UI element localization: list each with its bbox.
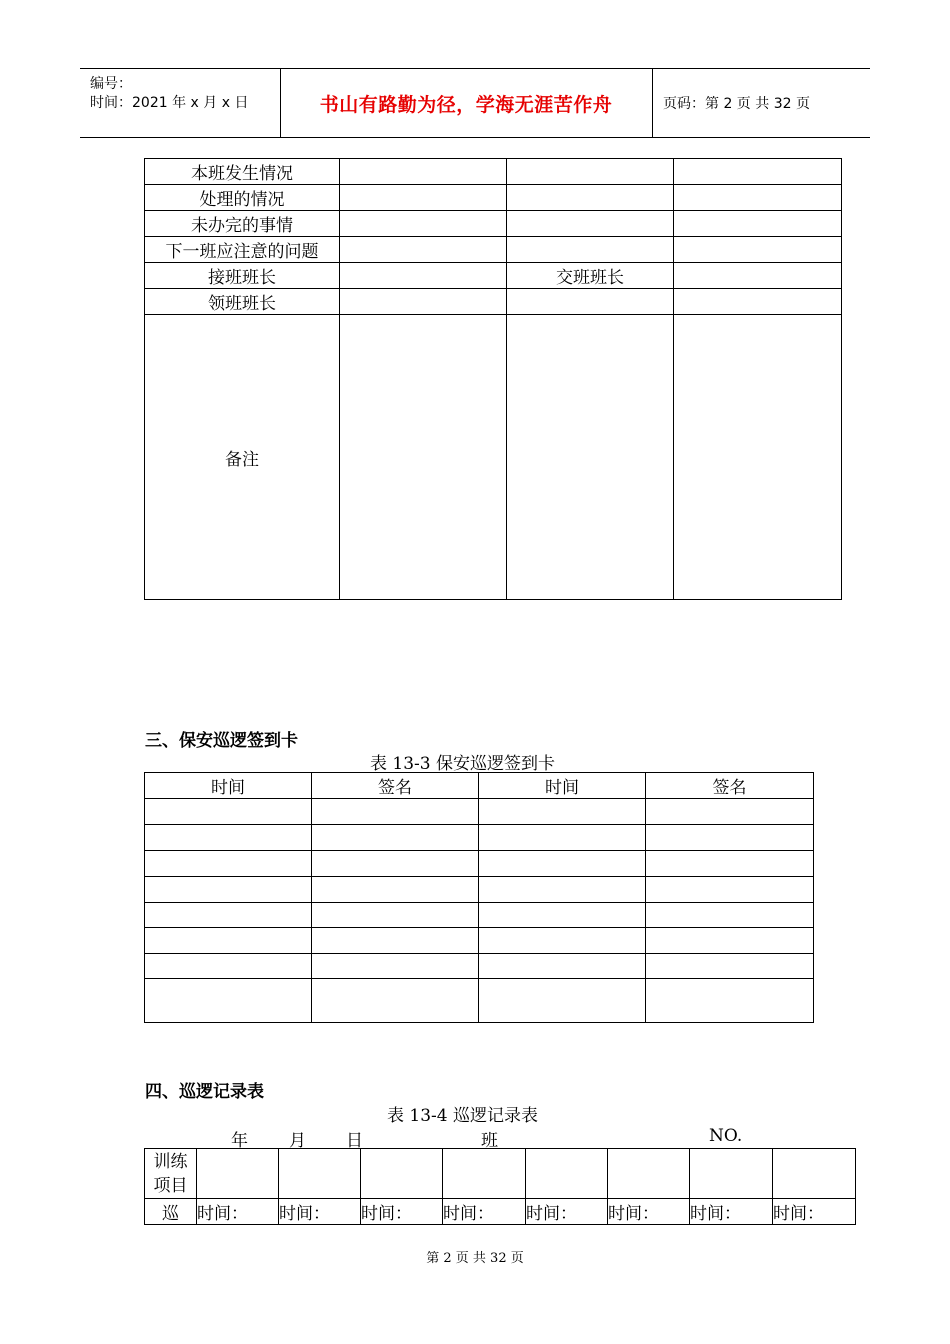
table-row bbox=[145, 1199, 856, 1225]
table-cell bbox=[145, 903, 312, 928]
table-cell bbox=[279, 1149, 361, 1199]
column-header: 时间 bbox=[479, 773, 646, 799]
date-month-label: 月 bbox=[289, 1131, 306, 1151]
table-cell bbox=[507, 185, 674, 211]
table-cell bbox=[479, 928, 646, 954]
table-cell bbox=[479, 799, 646, 825]
shift-label: 班 bbox=[481, 1131, 498, 1151]
table-cell bbox=[646, 877, 814, 903]
table-cell bbox=[674, 185, 842, 211]
document-time-label: 时间：2021 年 x 月 x 日 bbox=[90, 95, 249, 111]
table-cell bbox=[674, 315, 842, 600]
header-page-cell bbox=[653, 69, 870, 137]
header-meta bbox=[80, 69, 281, 137]
table-cell bbox=[646, 799, 814, 825]
table-cell bbox=[646, 954, 814, 979]
time-cell: 时间： bbox=[608, 1199, 690, 1225]
patrol-signin-table bbox=[144, 772, 814, 1023]
table-cell bbox=[312, 903, 479, 928]
time-cell: 时间： bbox=[443, 1199, 526, 1225]
page-footer: 第 2 页 共 32 页 bbox=[426, 1251, 524, 1266]
time-cell: 时间： bbox=[197, 1199, 279, 1225]
table-cell bbox=[145, 979, 312, 1023]
table-cell bbox=[608, 1149, 690, 1199]
row-label: 处理的情况 bbox=[145, 185, 340, 211]
time-cell: 时间： bbox=[279, 1199, 361, 1225]
table-cell bbox=[340, 263, 507, 289]
table-cell bbox=[674, 159, 842, 185]
time-cell: 时间： bbox=[361, 1199, 443, 1225]
table-header-row bbox=[145, 773, 814, 799]
header-motto: 书山有路勤为径，学海无涯苦作舟 bbox=[319, 93, 613, 116]
table-cell bbox=[312, 825, 479, 851]
row-label: 下一班应注意的问题 bbox=[145, 237, 340, 263]
training-item-label bbox=[145, 1149, 197, 1199]
table-cell bbox=[340, 159, 507, 185]
table-cell bbox=[340, 315, 507, 600]
time-cell: 时间： bbox=[526, 1199, 608, 1225]
table-cell bbox=[312, 877, 479, 903]
table-row bbox=[145, 263, 842, 289]
column-header: 时间 bbox=[145, 773, 312, 799]
table-cell bbox=[526, 1149, 608, 1199]
row-label: 备注 bbox=[145, 315, 340, 600]
table-cell bbox=[507, 159, 674, 185]
column-header: 签名 bbox=[312, 773, 479, 799]
table-cell bbox=[674, 211, 842, 237]
table-row bbox=[145, 903, 814, 928]
row-label: 领班班长 bbox=[145, 289, 340, 315]
section3-caption: 表 13-3 保安巡逻签到卡 bbox=[370, 754, 555, 774]
table-cell bbox=[145, 825, 312, 851]
time-cell: 时间： bbox=[773, 1199, 856, 1225]
table-cell bbox=[197, 1149, 279, 1199]
table-cell bbox=[674, 263, 842, 289]
table-cell bbox=[443, 1149, 526, 1199]
table-cell bbox=[340, 289, 507, 315]
patrol-record-table bbox=[144, 1148, 856, 1225]
table-cell bbox=[479, 851, 646, 877]
training-item-label-line2: 项目 bbox=[153, 1175, 188, 1196]
table-cell bbox=[479, 825, 646, 851]
row-label: 本班发生情况 bbox=[145, 159, 340, 185]
table-row bbox=[145, 954, 814, 979]
row-label: 接班班长 bbox=[145, 263, 340, 289]
table-row bbox=[145, 928, 814, 954]
table-cell bbox=[479, 877, 646, 903]
table-row bbox=[145, 877, 814, 903]
table-row bbox=[145, 315, 842, 600]
table-row bbox=[145, 851, 814, 877]
table-cell bbox=[340, 237, 507, 263]
table-cell bbox=[340, 211, 507, 237]
table-cell bbox=[340, 185, 507, 211]
table-row bbox=[145, 979, 814, 1023]
table-row bbox=[145, 1149, 856, 1199]
table-cell bbox=[674, 289, 842, 315]
table-cell bbox=[646, 903, 814, 928]
table-row bbox=[145, 185, 842, 211]
table-cell bbox=[312, 979, 479, 1023]
table-cell bbox=[312, 928, 479, 954]
table-row bbox=[145, 289, 842, 315]
header-page-number: 页码：第 2 页 共 32 页 bbox=[663, 96, 810, 112]
time-cell: 时间： bbox=[690, 1199, 773, 1225]
record-number-label: NO. bbox=[709, 1126, 743, 1146]
section4-heading: 四、巡逻记录表 bbox=[145, 1082, 264, 1102]
table-row bbox=[145, 825, 814, 851]
table-cell bbox=[312, 799, 479, 825]
table-cell bbox=[479, 903, 646, 928]
table-row bbox=[145, 799, 814, 825]
table-cell bbox=[145, 877, 312, 903]
table-cell bbox=[646, 928, 814, 954]
table-cell bbox=[145, 799, 312, 825]
table-cell bbox=[507, 237, 674, 263]
table-row bbox=[145, 237, 842, 263]
column-header: 签名 bbox=[646, 773, 814, 799]
page-header bbox=[80, 68, 870, 138]
table-cell bbox=[646, 979, 814, 1023]
table-cell bbox=[507, 315, 674, 600]
handover-table bbox=[144, 158, 842, 600]
table-row bbox=[145, 159, 842, 185]
row-mid-label: 交班班长 bbox=[507, 263, 674, 289]
section4-caption: 表 13-4 巡逻记录表 bbox=[387, 1106, 538, 1126]
patrol-row-label: 巡 bbox=[145, 1199, 197, 1225]
training-item-label-line1: 训练 bbox=[153, 1151, 188, 1172]
table-row bbox=[145, 211, 842, 237]
table-cell bbox=[145, 954, 312, 979]
table-cell bbox=[145, 851, 312, 877]
table-cell bbox=[674, 237, 842, 263]
table-cell bbox=[312, 954, 479, 979]
row-label: 未办完的事情 bbox=[145, 211, 340, 237]
date-year-label: 年 bbox=[231, 1131, 248, 1151]
table-cell bbox=[145, 928, 312, 954]
table-cell bbox=[646, 825, 814, 851]
section3-heading: 三、保安巡逻签到卡 bbox=[145, 731, 298, 751]
table-cell bbox=[773, 1149, 856, 1199]
table-cell bbox=[690, 1149, 773, 1199]
table-cell bbox=[312, 851, 479, 877]
table-cell bbox=[361, 1149, 443, 1199]
table-cell bbox=[479, 954, 646, 979]
table-cell bbox=[507, 211, 674, 237]
table-cell bbox=[479, 979, 646, 1023]
header-motto-cell bbox=[280, 69, 653, 137]
date-day-label: 日 bbox=[346, 1131, 363, 1151]
table-cell bbox=[646, 851, 814, 877]
document-number-label: 编号： bbox=[90, 76, 132, 92]
table-cell bbox=[507, 289, 674, 315]
